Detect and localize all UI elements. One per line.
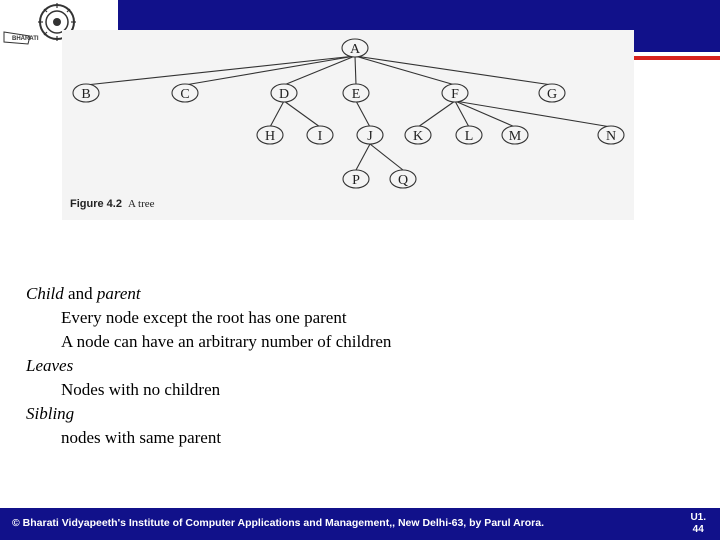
slide-body	[26, 282, 686, 450]
bullet-line-2: A node can have an arbitrary number of children	[61, 332, 392, 351]
bullet-line-3: Nodes with no children	[61, 380, 221, 399]
slide-code: U1.	[690, 512, 706, 523]
tree-label-level1: F	[451, 87, 459, 102]
tree-label-root: A	[349, 42, 361, 57]
footer-band	[0, 508, 720, 540]
term-sibling: Sibling	[26, 404, 75, 423]
tree-label-level1: E	[351, 87, 361, 102]
tree-label-level1: G	[546, 87, 558, 102]
slide-page: 44	[692, 524, 704, 535]
tree-edges	[86, 56, 611, 170]
slide-number	[690, 512, 706, 536]
term-child: Child	[26, 284, 64, 303]
tree-label-level2: L	[464, 129, 474, 144]
tree-label-level3: P	[352, 173, 360, 188]
figure-caption	[70, 198, 155, 210]
tree-label-level2: M	[508, 129, 522, 144]
tree-label-level2: N	[605, 129, 617, 144]
term-parent: parent	[96, 284, 141, 303]
tree-label-level1: D	[278, 87, 290, 102]
tree-figure	[62, 30, 634, 220]
and-word: and	[68, 284, 93, 303]
footer-copyright: © Bharati Vidyapeeth's Institute of Computer Applications and Management,, New Delhi-63, by Parul Arora.	[12, 517, 545, 529]
logo-text: BHARATI	[12, 36, 39, 42]
tree-label-level1: C	[180, 87, 190, 102]
child-parent-heading	[26, 282, 686, 306]
bullet-line-4: nodes with same parent	[61, 428, 222, 447]
tree-label-level2: H	[264, 129, 276, 144]
tree-label-level2: K	[412, 129, 424, 144]
bullet-line-1: Every node except the root has one parent	[61, 308, 347, 327]
tree-label-level2: J	[367, 129, 373, 144]
tree-diagram	[62, 30, 634, 220]
tree-label-level1: B	[81, 87, 91, 102]
tree-label-level3: Q	[397, 173, 409, 188]
figure-caption-number: Figure 4.2	[70, 198, 122, 210]
tree-label-level2: I	[317, 129, 323, 144]
term-leaves: Leaves	[26, 356, 74, 375]
figure-caption-text: A tree	[127, 198, 155, 210]
